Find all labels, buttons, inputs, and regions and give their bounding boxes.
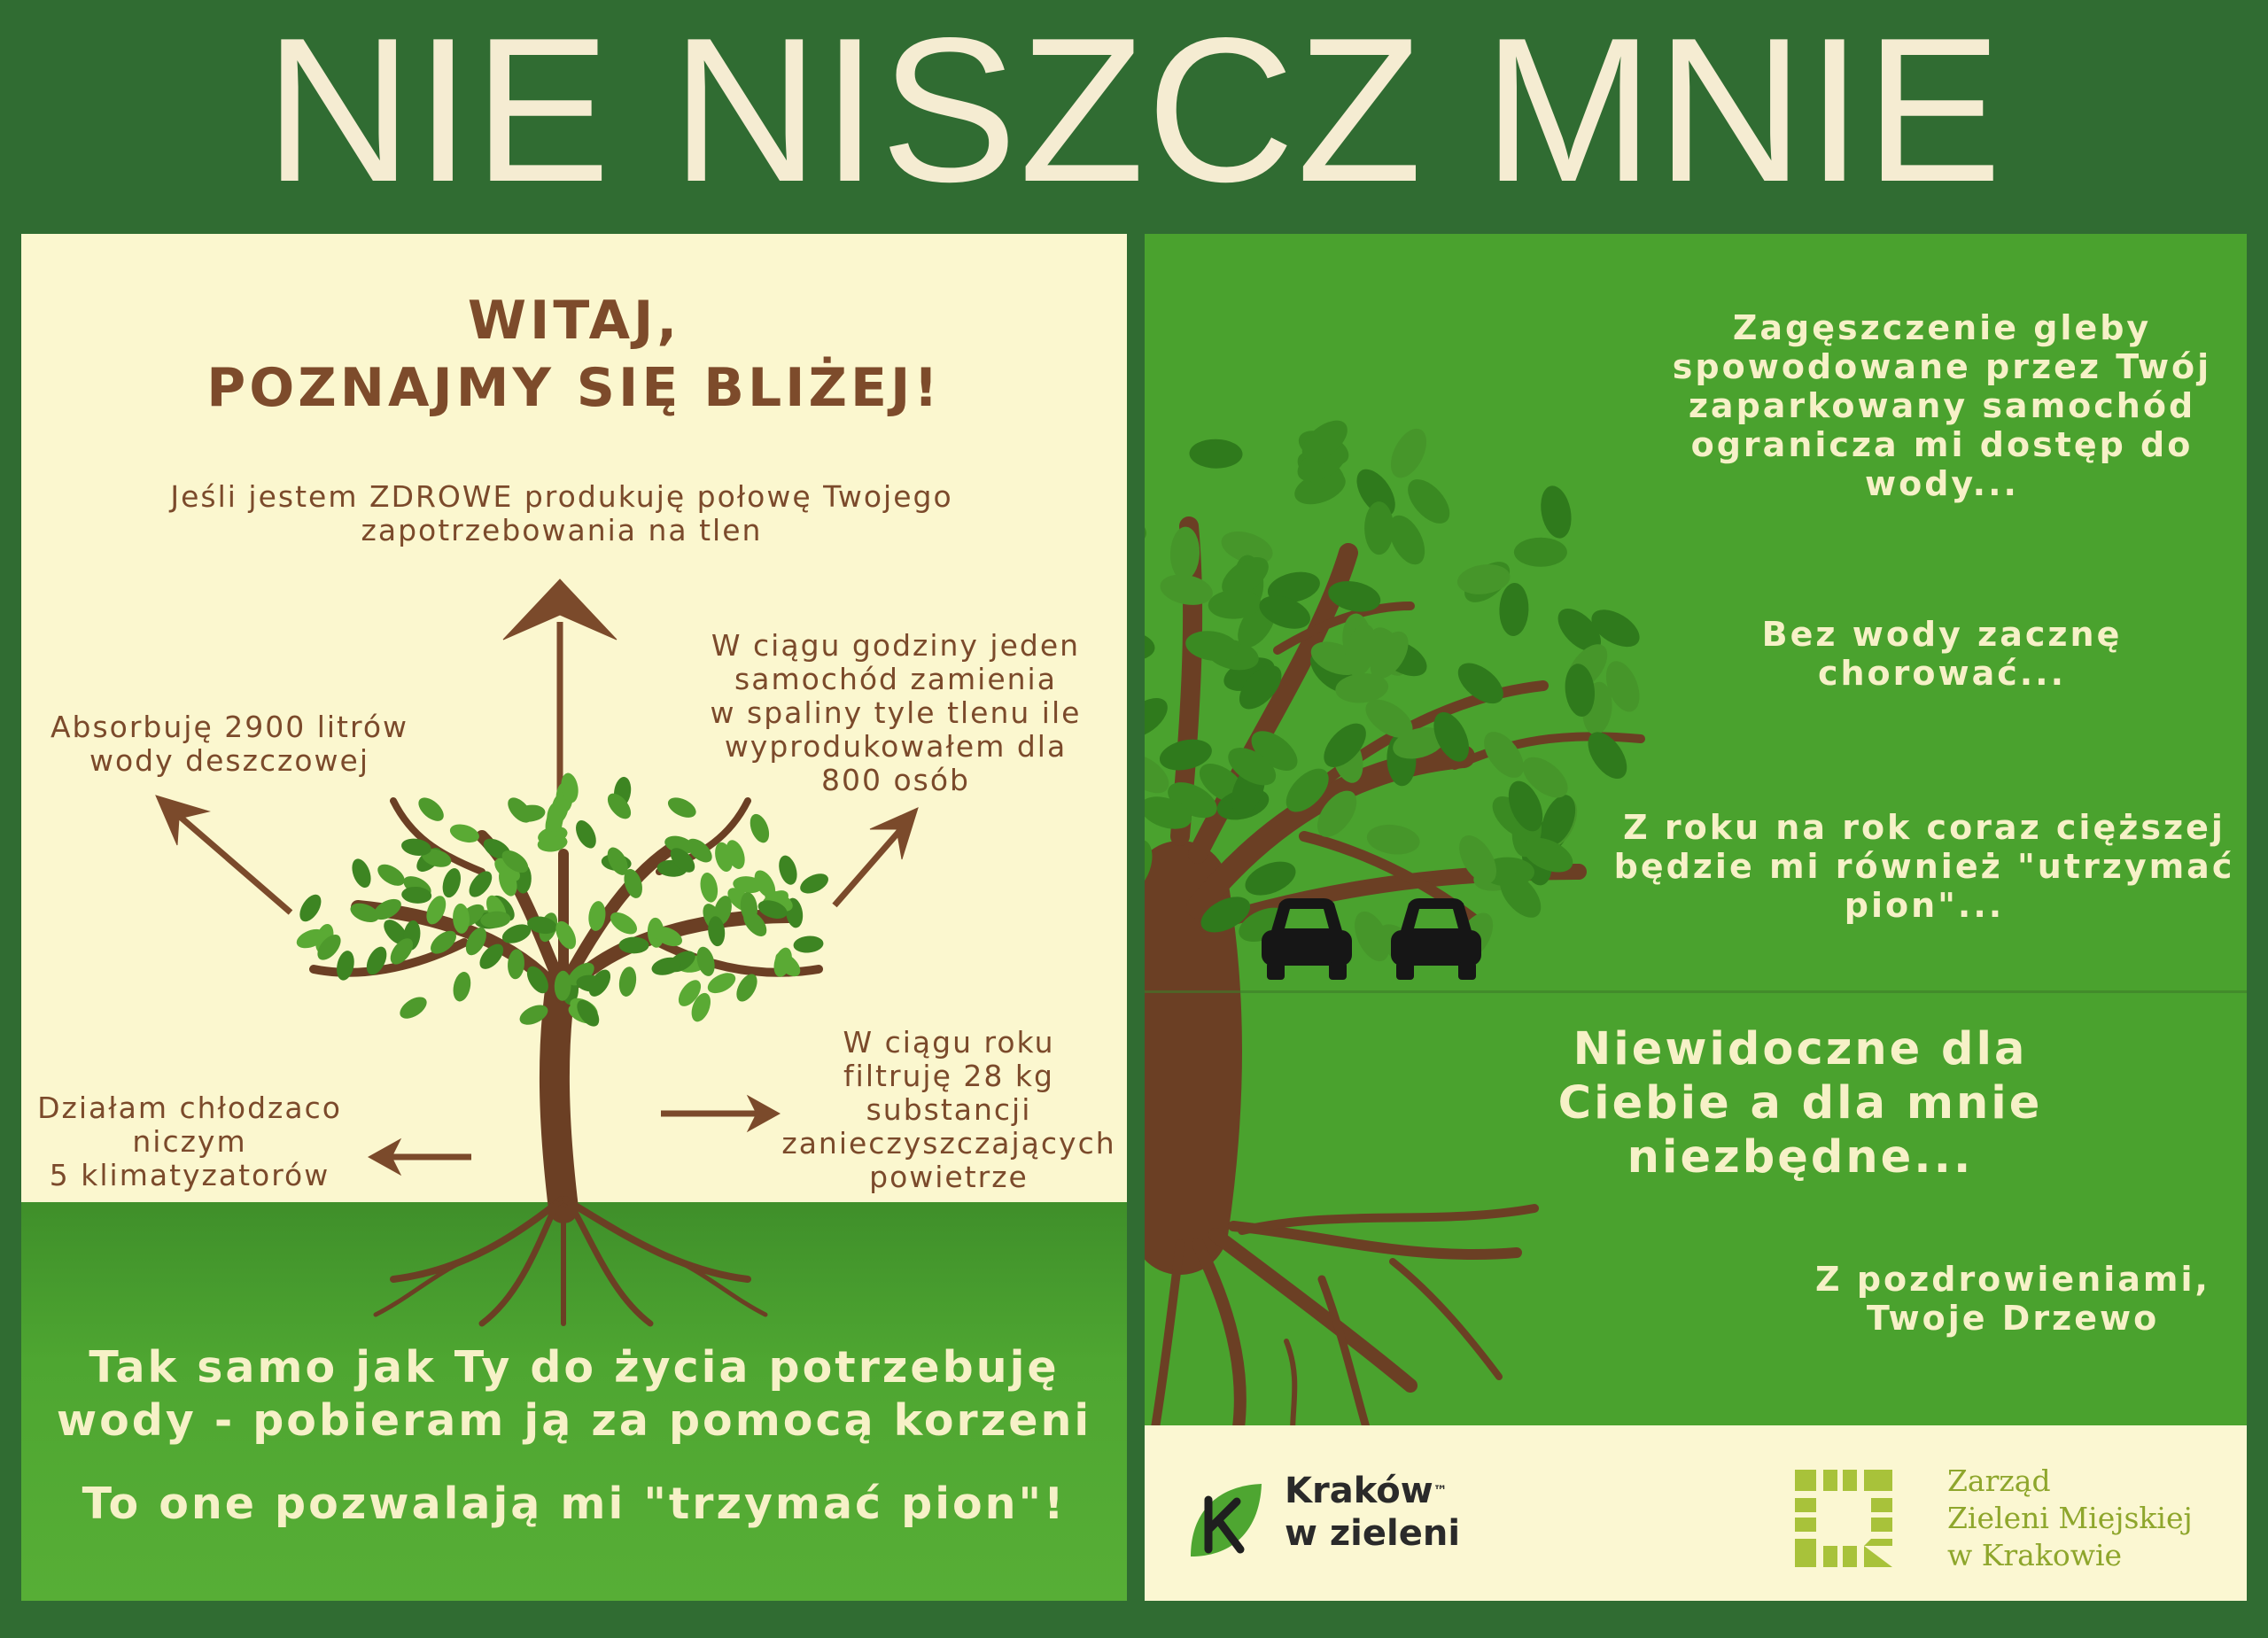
upright-fact-line2: będzie mi również "utrzymać [1613, 847, 2235, 886]
leaf-icon [374, 860, 408, 890]
water-fact-line1: Absorbuję 2900 litrów [50, 710, 409, 744]
krakow-logo-subtext: w zieleni [1285, 1513, 1461, 1554]
cooling-fact-line1: Działam chłodzaco [37, 1091, 342, 1125]
logos-footer [1145, 1425, 2247, 1601]
zzm-logo-line1: Zarząd [1947, 1463, 2051, 1498]
arrow-up-icon [503, 579, 617, 794]
arrow-left-up-icon [156, 796, 291, 912]
leaf-icon [415, 793, 448, 825]
greeting-subtitle: POZNAJMY SIĘ BLIŻEJ! [206, 357, 942, 419]
leaf-icon [664, 794, 699, 822]
leaf-icon [1365, 822, 1422, 858]
right-infographic [1145, 234, 2247, 1601]
arrow-right-icon [661, 1096, 780, 1131]
leaf-icon [334, 949, 356, 982]
parked-car-2-icon [1387, 895, 1485, 983]
roots-fact-line2: Ciebie a dla mnie [1557, 1077, 2043, 1130]
krakow-logo-trademark: ™ [1433, 1482, 1448, 1499]
leaf-icon [1145, 690, 1175, 745]
filter-fact-line5: powietrze [869, 1160, 1029, 1194]
zzm-logo-line3: w Krakowie [1947, 1538, 2123, 1572]
soil-fact-line4: ogranicza mi dostęp do [1690, 425, 2194, 464]
upright-fact-line1: Z roku na rok coraz cięższej [1623, 808, 2225, 847]
filter-fact-line2: filtruję 28 kg [843, 1059, 1054, 1093]
oxygen-fact-line2: zapotrzebowania na tlen [361, 513, 763, 547]
leaf-icon [439, 866, 463, 900]
leaf-icon [1514, 538, 1567, 567]
ground-line [1145, 990, 2247, 993]
upright-fact-line3: pion"... [1844, 886, 2005, 925]
leaf-icon [1384, 423, 1434, 483]
leaf-icon [1145, 628, 1156, 663]
roots-message-line2: wody - pobieram ją za pomocą korzeni [56, 1395, 1092, 1446]
car-fact-line1: W ciągu godziny jeden [711, 628, 1081, 663]
leaf-icon [747, 811, 773, 845]
roots-message-line3: To one pozwalają mi "trzymać pion"! [82, 1479, 1067, 1529]
leaf-icon [447, 821, 481, 846]
leaf-icon [1536, 483, 1575, 540]
filter-fact-line3: substancji [866, 1092, 1032, 1127]
left-infographic [21, 234, 1127, 1601]
car-fact-line4: wyprodukowałem dla [724, 729, 1068, 764]
leaf-icon [571, 817, 600, 851]
leaf-icon [451, 970, 473, 1003]
leaf-icon [295, 891, 325, 926]
car-fact-line5: 800 osób [821, 763, 970, 797]
water-fact-line2: wody deszczowej [89, 743, 370, 778]
leaf-icon [776, 853, 800, 887]
roots-message-line1: Tak samo jak Ty do życia potrzebuję [89, 1342, 1060, 1393]
zzm-logo-line2: Zieleni Miejskiej [1947, 1501, 2193, 1535]
leaf-icon [348, 857, 374, 890]
arrow-right-up-icon [835, 808, 918, 905]
leaf-icon [619, 937, 649, 954]
soil-fact-line5: wody... [1864, 464, 2019, 503]
krakow-w-zieleni-logo-icon [1182, 1477, 1267, 1562]
roots-fact-line1: Niewidoczne dla [1573, 1023, 2028, 1075]
oxygen-fact-line1: Jeśli jestem ZDROWE produkuję połowę Twojego [170, 479, 953, 514]
leaf-icon [1189, 439, 1243, 469]
greeting-line1: Z pozdrowieniami, [1815, 1260, 2210, 1299]
leaf-icon [1145, 507, 1150, 549]
roots-fact-line3: niezbędne... [1627, 1131, 1974, 1184]
zzm-logo-icon [1791, 1466, 1896, 1571]
soil-fact-line1: Zagęszczenie gleby [1732, 308, 2152, 347]
leaf-icon [396, 992, 431, 1022]
leaf-icon [1158, 571, 1216, 609]
sick-fact-line2: chorować... [1817, 654, 2067, 693]
sick-fact-line1: Bez wody zacznę [1761, 615, 2123, 654]
car-fact-line2: samochód zamienia [734, 662, 1057, 696]
leaf-icon [1364, 501, 1394, 555]
leaf-icon [1498, 582, 1529, 636]
cooling-fact-line2: niczym [132, 1124, 247, 1159]
leaf-icon [698, 871, 720, 904]
arrow-left-icon [369, 1139, 471, 1175]
leaf-icon [797, 870, 832, 897]
soil-fact-line2: spowodowane przez Twój [1672, 347, 2212, 386]
parked-car-1-icon [1258, 895, 1355, 983]
page-title: NIE NISZCZ MNIE [264, 0, 2004, 225]
greeting-title: WITAJ, [467, 290, 681, 352]
leaf-icon [694, 944, 718, 978]
cooling-fact-line3: 5 klimatyzatorów [49, 1158, 330, 1192]
leaf-icon [793, 935, 825, 954]
leaf-icon [617, 966, 639, 998]
car-fact-line3: w spaliny tyle tlenu ile [710, 695, 1082, 730]
filter-fact-line4: zanieczyszczających [781, 1126, 1116, 1161]
greeting-line2: Twoje Drzewo [1866, 1299, 2160, 1338]
filter-fact-line1: W ciągu roku [843, 1025, 1055, 1060]
krakow-logo-text: Kraków [1285, 1471, 1433, 1511]
soil-fact-line3: zaparkowany samochód [1688, 386, 2196, 425]
